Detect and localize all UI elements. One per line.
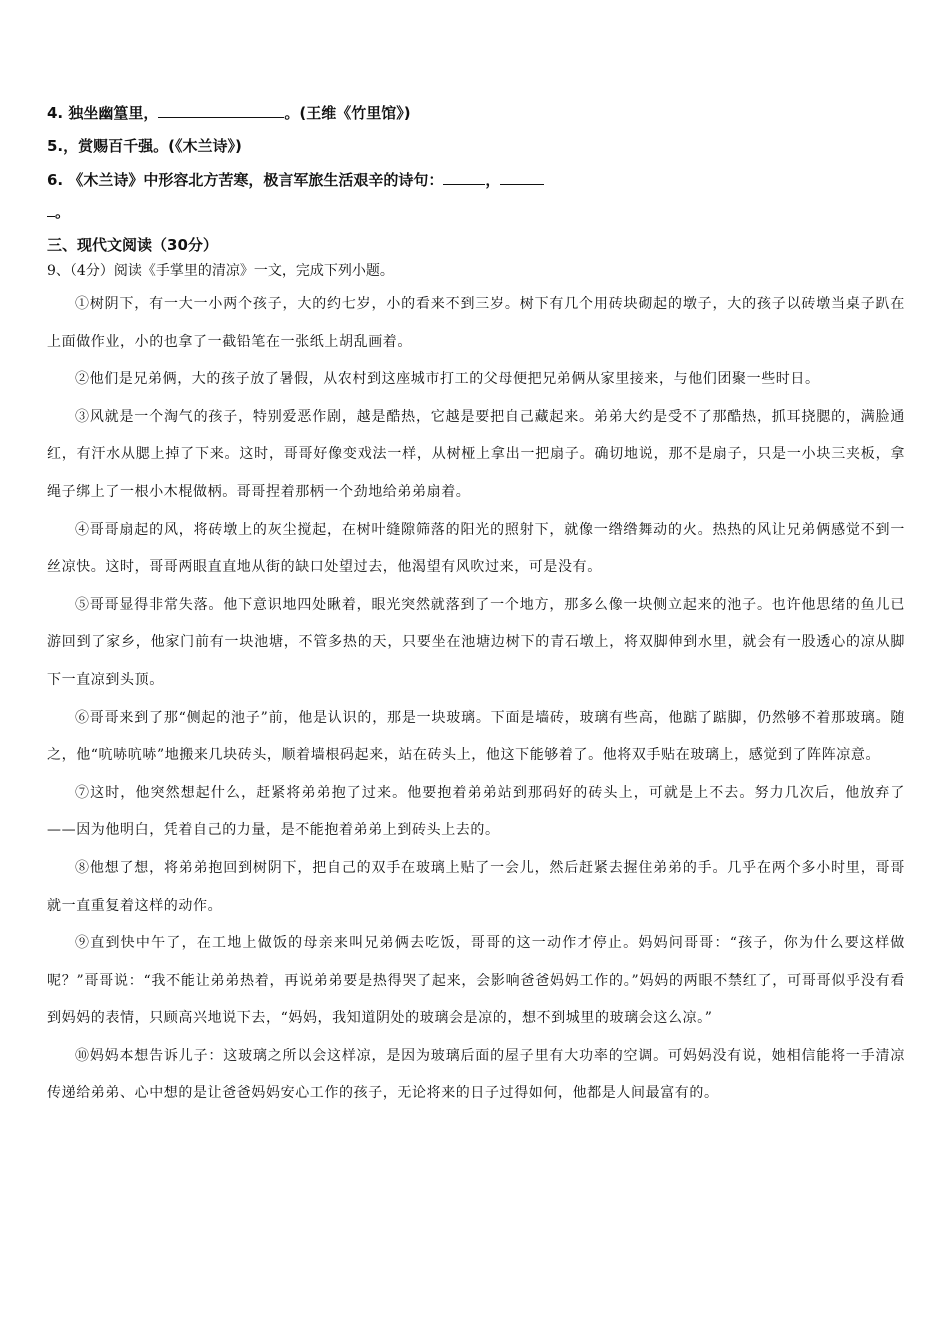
section-title: 三、现代文阅读（30分） bbox=[47, 236, 218, 254]
answer-blank[interactable] bbox=[47, 202, 55, 217]
question-9-intro: 9、（4分）阅读《手掌里的清凉》一文，完成下列小题。 bbox=[47, 263, 394, 279]
reading-passage bbox=[47, 286, 905, 1113]
question-6-text: 6. 《木兰诗》中形容北方苦寒，极言军旅生活艰辛的诗句： bbox=[47, 171, 444, 189]
question-6-end: 。 bbox=[55, 203, 71, 221]
answer-blank[interactable] bbox=[443, 170, 485, 185]
answer-blank[interactable] bbox=[500, 170, 544, 185]
question-6-continuation bbox=[47, 202, 70, 222]
paragraph-4: ④哥哥扇起的风，将砖墩上的灰尘搅起，在树叶缝隙筛落的阳光的照射下，就像一绺绺舞动的火。热热的风让兄弟俩感觉不到一丝凉快。这时，哥哥两眼直直地从街的缺口处望过去，他渴望有风吹过来，可是没有。 bbox=[47, 521, 905, 576]
paragraph-9: ⑨直到快中午了，在工地上做饭的母亲来叫兄弟俩去吃饭，哥哥的这一动作才停止。妈妈问哥哥：“孩子，你为什么要这样做呢？”哥哥说：“我不能让弟弟热着，再说弟弟要是热得哭了起来，会影响爸爸妈妈工作的。”妈妈的两眼不禁红了，可哥哥似乎没有看到妈妈的表情，只顾高兴地说下去，“妈妈，我知道阴处的玻璃会是凉的，想不到城里的玻璃会这么凉。” bbox=[47, 935, 905, 1027]
paragraph-8: ⑧他想了想，将弟弟抱回到树阴下，把自己的双手在玻璃上贴了一会儿，然后赶紧去握住弟弟的手。几乎在两个多小时里，哥哥就一直重复着这样的动作。 bbox=[47, 859, 905, 914]
question-5 bbox=[47, 136, 242, 156]
paragraph-5: ⑤哥哥显得非常失落。他下意识地四处瞅着，眼光突然就落到了一个地方，那多么像一块侧立起来的池子。也许他思绪的鱼儿已游回到了家乡，他家门前有一块池塘，不管多热的天，只要坐在池塘边树下的青石墩上，将双脚伸到水里，就会有一股透心的凉从脚下一直凉到头顶。 bbox=[47, 596, 905, 688]
question-6 bbox=[47, 170, 544, 190]
paragraph-6: ⑥哥哥来到了那“侧起的池子”前，他是认识的，那是一块玻璃。下面是墙砖，玻璃有些高，他踮了踮脚，仍然够不着那玻璃。随之，他“吭哧吭哧”地搬来几块砖头，顺着墙根码起来，站在砖头上，他这下能够着了。他将双手贴在玻璃上，感觉到了阵阵凉意。 bbox=[47, 709, 905, 764]
answer-blank[interactable] bbox=[158, 103, 284, 118]
paragraph-3: ③风就是一个淘气的孩子，特别爱恶作剧，越是酷热，它越是要把自己藏起来。弟弟大约是受不了那酷热，抓耳挠腮的，满脸通红，有汗水从腮上掉了下来。这时，哥哥好像变戏法一样，从树桠上拿出一把扇子。确切地说，那不是扇子，只是一小块三夹板，拿绳子绑上了一根小木棍做柄。哥哥捏着那柄一个劲地给弟弟扇着。 bbox=[47, 408, 905, 500]
paragraph-10: ⑩妈妈本想告诉儿子：这玻璃之所以会这样凉，是因为玻璃后面的屋子里有大功率的空调。可妈妈没有说，她相信能将一手清凉传递给弟弟、心中想的是让爸爸妈妈安心工作的孩子，无论将来的日子过得如何，他都是人间最富有的。 bbox=[47, 1047, 905, 1102]
paragraph-2: ②他们是兄弟俩，大的孩子放了暑假，从农村到这座城市打工的父母便把兄弟俩从家里接来，与他们团聚一些时日。 bbox=[75, 371, 820, 388]
question-4-before: 4. 独坐幽篁里， bbox=[47, 104, 159, 122]
paragraph-7: ⑦这时，他突然想起什么，赶紧将弟弟抱了过来。他要抱着弟弟站到那码好的砖头上，可就是上不去。努力几次后，他放弃了——因为他明白，凭着自己的力量，是不能抱着弟弟上到砖头上去的。 bbox=[47, 784, 905, 839]
question-6-sep: ， bbox=[485, 171, 501, 189]
question-4-after: 。(王维《竹里馆》) bbox=[284, 104, 411, 122]
question-5-text: 5.，赏赐百千强。(《木兰诗》) bbox=[47, 137, 242, 155]
paragraph-1: ①树阴下，有一大一小两个孩子，大的约七岁，小的看来不到三岁。树下有几个用砖块砌起的墩子，大的孩子以砖墩当桌子趴在上面做作业，小的也拿了一截铅笔在一张纸上胡乱画着。 bbox=[47, 296, 905, 350]
question-4 bbox=[47, 103, 411, 123]
